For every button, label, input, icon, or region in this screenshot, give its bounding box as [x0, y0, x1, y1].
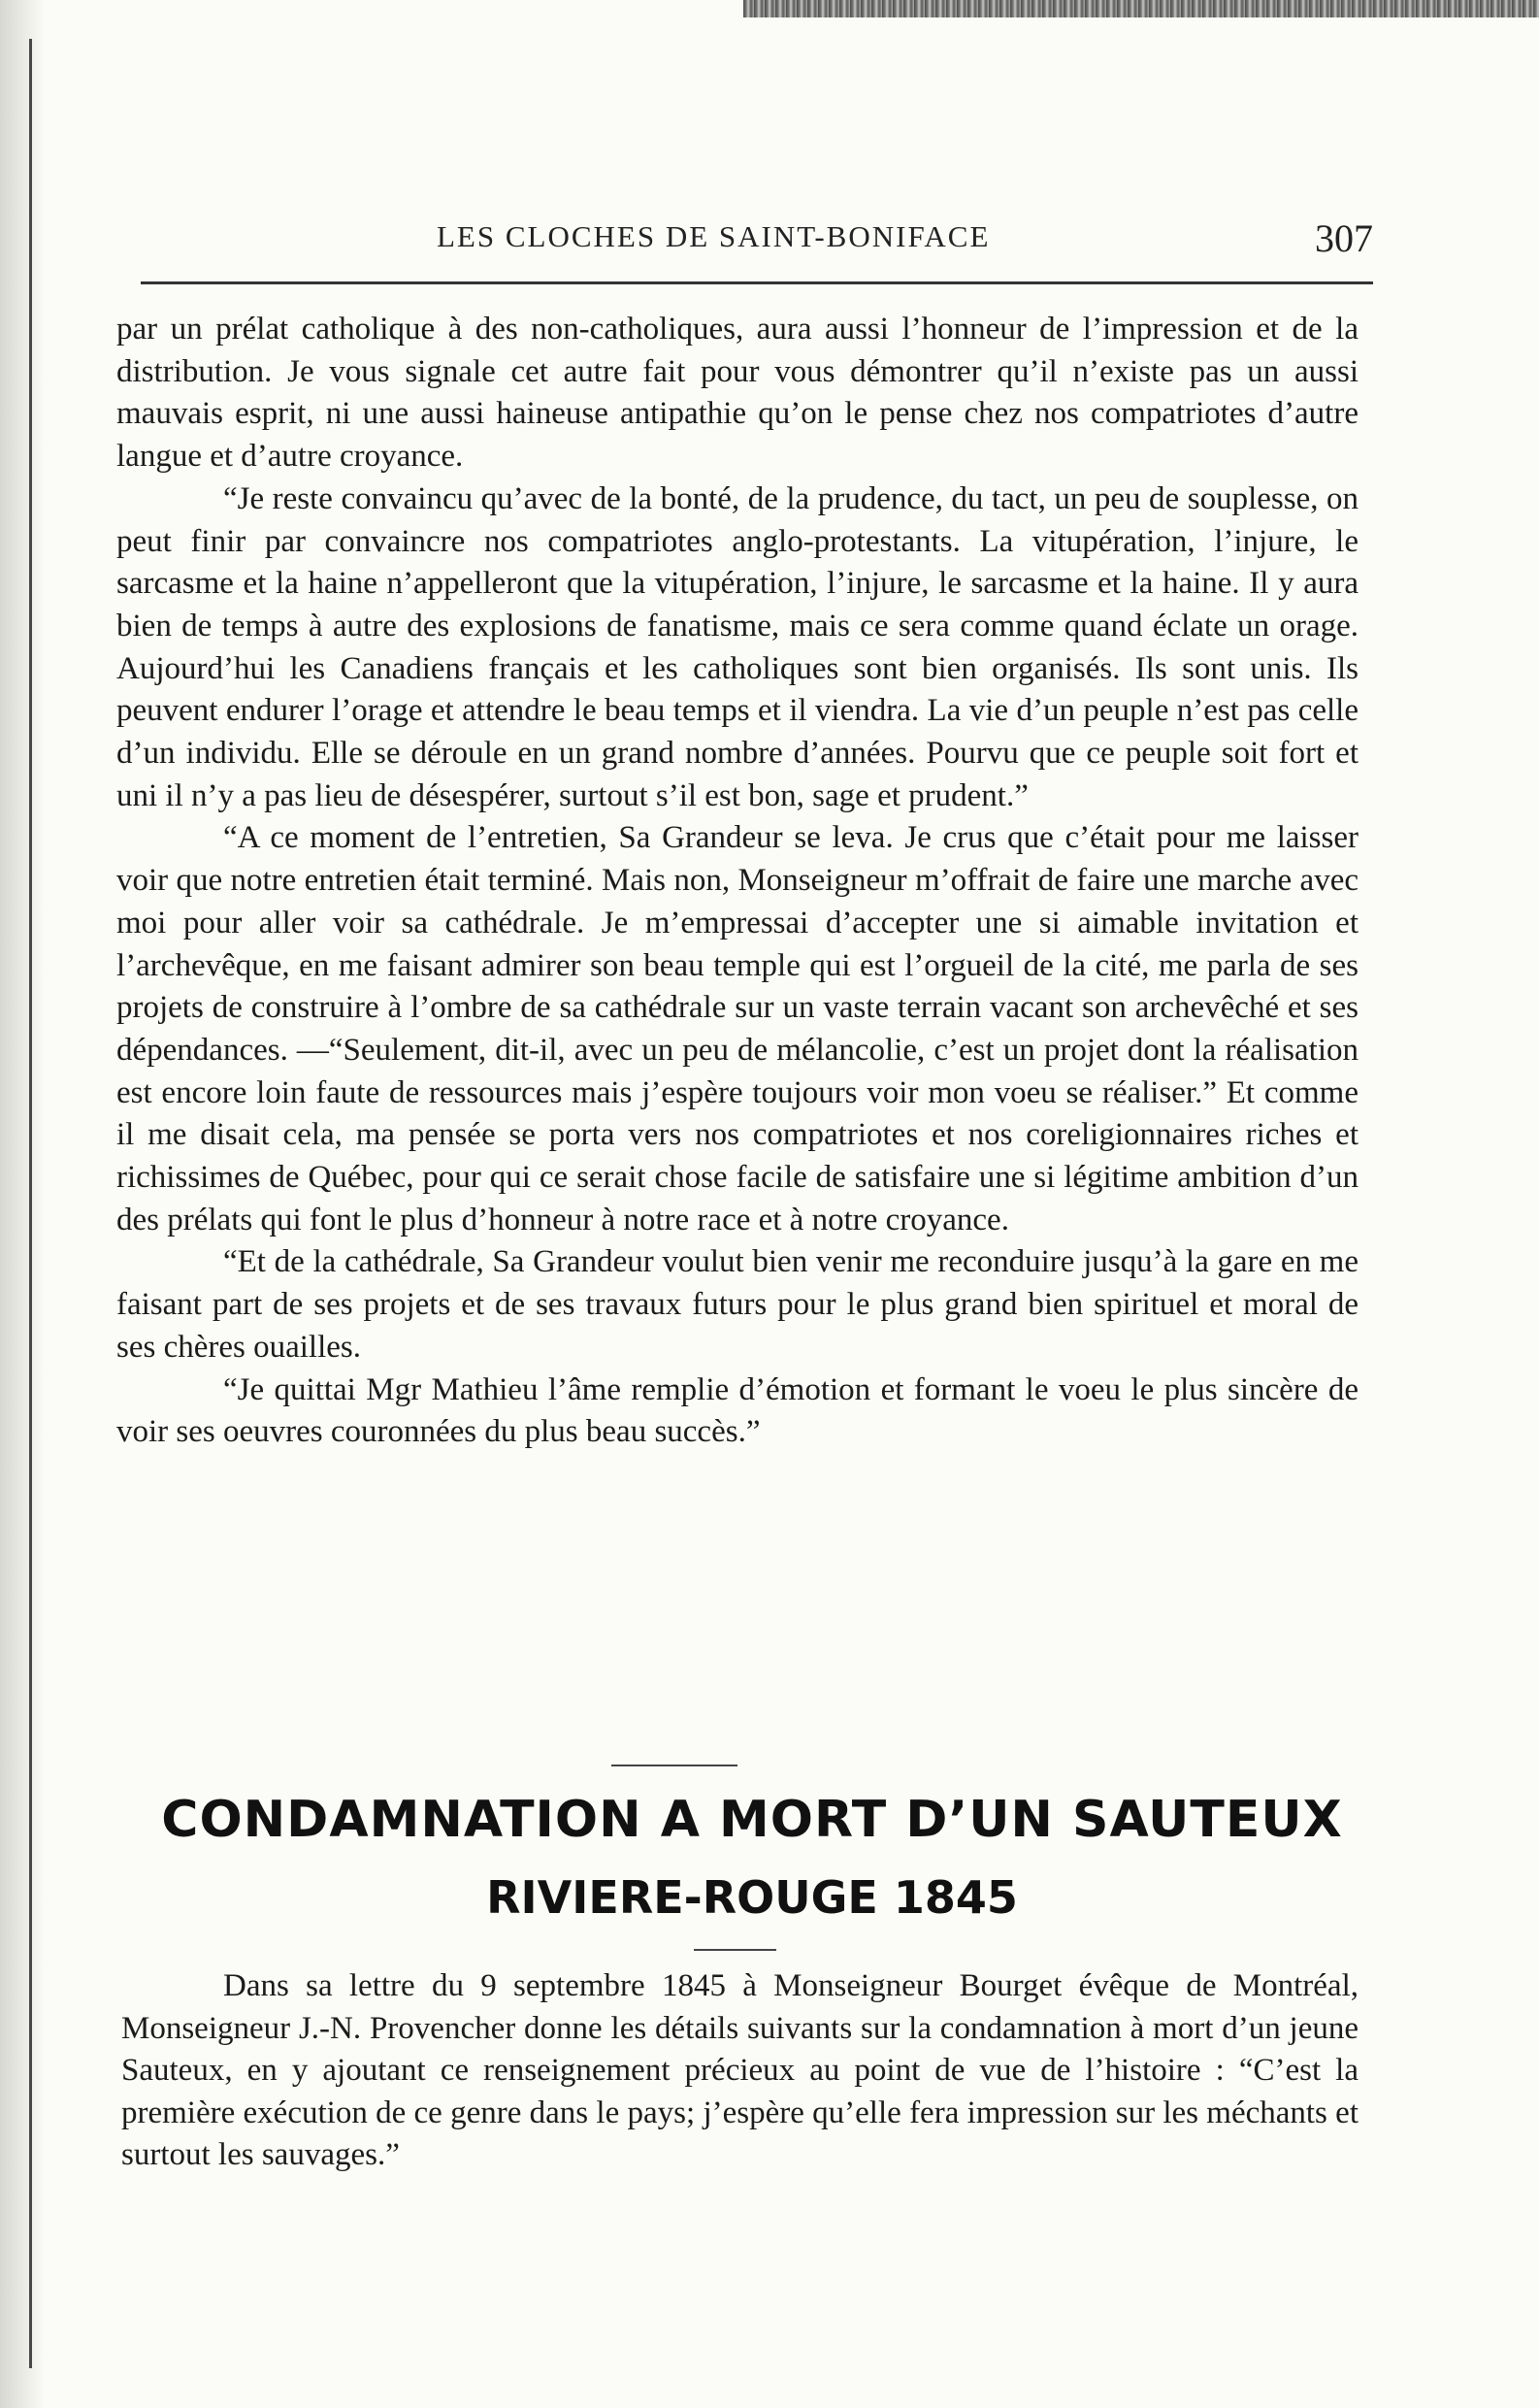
paragraph: “Je reste convaincu qu’avec de la bonté, de la prudence, du tact, un peu de souplesse, on peut finir par convaincre nos compatriotes anglo-protestants. La vitupération, l’injure, le sarcasme et la haine n’appelleront que la vitupération, l’injure, le sarcasme et la haine. Il y aura bien de temps à autre des explosions de fanatisme, mais ce sera comme quand éclate un orage. Aujourd’hui les Canadiens français et les catholiques sont bien organisés. Ils sont unis. Ils peuvent endurer l’orage et attendre le beau temps et il viendra. La vie d’un peuple n’est pas celle d’un individu. Elle se déroule en un grand nombre d’années. Pourvu que ce peuple soit fort et uni il n’y a pas lieu de désespérer, surtout s’il est bon, sage et prudent.” [116, 480, 1359, 813]
page-binding-shadow [0, 0, 45, 2408]
page-binding-line [29, 39, 32, 2368]
paragraph: “Et de la cathédrale, Sa Grandeur voulut bien venir me reconduire jusqu’à la gare en me faisant part de ses projets et de ses travaux futurs pour le plus grand bien spirituel et moral de ses chères ouailles. [116, 1244, 1359, 1365]
running-header [141, 215, 1373, 264]
paragraph: par un prélat catholique à des non-catholiques, aura aussi l’honneur de l’impression et de la distribution. Je vous signale cet autre fait pour vous démontrer qu’il n’existe pas un aussi mauvais esprit, ni une aussi haineuse antipathie qu’on le pense chez nos compatriotes d’autre langue et d’autre croyance. [116, 312, 1359, 475]
page-number: 307 [1315, 216, 1373, 260]
section-separator-bottom [694, 1949, 776, 1951]
running-title: LES CLOCHES DE SAINT-BONIFACE [437, 219, 991, 253]
paragraph: Dans sa lettre du 9 septembre 1845 à Monseigneur Bourget évêque de Montréal, Monseigneur J.-N. Provencher donne les détails suivants sur la condamnation à mort d’un jeune Sauteux, en y ajoutant ce renseignement précieux au point de vue de l’histoire : “C’est la première exécution de ce genre dans le pays; j’espère qu’elle fera impression sur les méchants et surtout les sauvages.” [121, 1968, 1359, 2172]
article-headline-line-1: CONDAMNATION A MORT D’UN SAUTEUX [161, 1791, 1343, 1849]
scan-edge-noise [743, 0, 1539, 17]
paragraph: “Je quittai Mgr Mathieu l’âme remplie d’émotion et formant le voeu le plus sincère de voir ses oeuvres couronnées du plus beau succès.” [116, 1371, 1359, 1450]
article-text-block [121, 1965, 1359, 2177]
article-headline-line-2: RIVIERE-ROUGE 1845 [486, 1871, 1018, 1924]
section-separator-top [611, 1765, 737, 1766]
main-text-block [116, 309, 1359, 1454]
header-rule [141, 281, 1373, 284]
paragraph: “A ce moment de l’entretien, Sa Grandeur se leva. Je crus que c’était pour me laisser voir que notre entretien était terminé. Mais non, Monseigneur m’offrait de faire une marche avec moi pour aller voir sa cathédrale. Je m’empressai d’accepter une si aimable invitation et l’archevêque, en me faisant admirer son beau temple qui est l’orgueil de la cité, me parla de ses projets de construire à l’ombre de sa cathédrale sur un vaste terrain vacant son archevêché et ses dépendances. —“Seulement, dit-il, avec un peu de mélancolie, c’est un projet dont la réalisation est encore loin faute de ressources mais j’espère toujours voir mon voeu se réaliser.” Et comme il me disait cela, ma pensée se porta vers nos compatriotes et nos coreligionnaires riches et richissimes de Québec, pour qui ce serait chose facile de satisfaire une si légitime ambition d’un des prélats qui font le plus d’honneur à notre race et à notre croyance. [116, 820, 1359, 1237]
